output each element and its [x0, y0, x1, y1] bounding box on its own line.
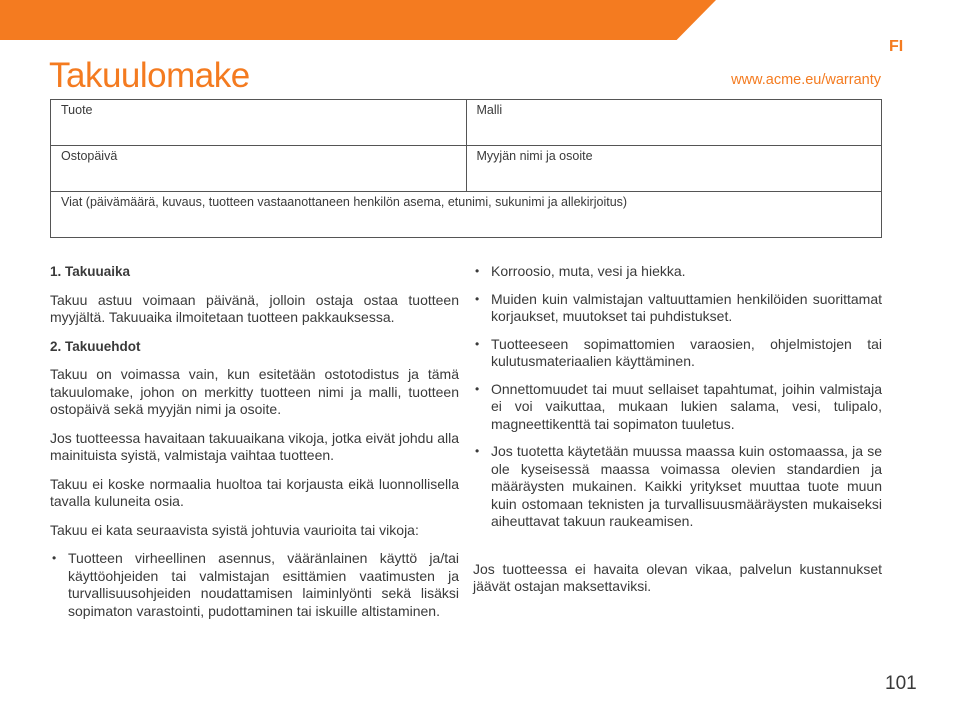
bullet-icon: • [52, 551, 57, 565]
bullet-icon: • [475, 381, 480, 396]
seller-field[interactable] [466, 146, 882, 192]
bullet-icon: • [475, 291, 480, 306]
right-column [473, 263, 882, 607]
list-item-text: Tuotteen virheellinen asennus, vääränlainen käyttö ja/tai käyttöohjeiden tai valmistajan esittämien vaatimusten ja turvallisuusohjeiden noudattamisen laiminlyönti sekä lisäksi sopimaton varastointi, pudottaminen tai iskuille altistaminen. [68, 550, 459, 619]
product-label: Tuote [61, 103, 93, 117]
product-field[interactable] [51, 100, 467, 146]
page-number: 101 [885, 673, 917, 694]
list-item [473, 263, 882, 281]
list-item-text: Jos tuotetta käytetään muussa maassa kuin ostomaassa, ja se ole kyseisessä maassa voimassa olevien standardien ja määräysten mukainen. Kaikki yritykset muuttaa tuote muun kuin ostomaan teknisten ja turvallisuusmääräysten mukaiseksi aiheuttavat takuun raukeamisen. [491, 443, 882, 529]
section1-paragraph: Takuu astuu voimaan päivänä, jolloin ostaja ostaa tuotteen myyjältä. Takuuaika ilmoitetaan tuotteen pakkauksessa. [50, 291, 459, 325]
list-item [473, 336, 882, 371]
section2-heading: 2. Takuuehdot [50, 338, 141, 354]
section1-heading: 1. Takuuaika [50, 264, 131, 279]
bullet-icon: • [475, 444, 480, 458]
purchase-date-label: Ostopäivä [61, 149, 118, 163]
purchase-date-field[interactable] [51, 146, 467, 192]
list-item [473, 381, 882, 434]
warranty-form-table [50, 99, 882, 238]
model-field[interactable] [466, 100, 882, 146]
exclusions-list-left [50, 550, 459, 620]
list-item [473, 291, 882, 326]
list-item [50, 550, 459, 620]
model-label: Malli [476, 103, 503, 117]
list-item-text: Tuotteeseen sopimattomien varaosien, ohjelmistojen tai kulutusmateriaalien käyttäminen. [491, 335, 882, 369]
bullet-icon: • [475, 264, 480, 278]
language-code: FI [889, 38, 904, 55]
header-accent-band [0, 0, 716, 40]
seller-label: Myyjän nimi ja osoite [476, 149, 593, 163]
list-item-text: Onnettomuudet tai muut sellaiset tapahtumat, joihin valmistaja ei voi vaikuttaa, mukaan lukien salama, vesi, tulipalo, magneettikenttä tai sopimaton tuuletus. [491, 380, 882, 432]
list-item-text: Muiden kuin valmistajan valtuuttamien henkilöiden suorittamat korjaukset, muutokset tai puhdistukset. [491, 290, 882, 324]
warranty-url[interactable]: www.acme.eu/warranty [731, 72, 881, 88]
exclusions-list-right [473, 263, 882, 531]
bullet-icon: • [475, 336, 480, 351]
list-item-text: Korroosio, muta, vesi ja hiekka. [491, 263, 686, 279]
section2-paragraph-3: Takuu ei koske normaalia huoltoa tai korjausta eikä luonnollisella tavalla kuluneita osia. [50, 475, 459, 509]
defects-label: Viat (päivämäärä, kuvaus, tuotteen vastaanottaneen henkilön asema, etunimi, sukunimi ja allekirjoitus) [61, 195, 628, 209]
list-item [473, 443, 882, 531]
closing-paragraph: Jos tuotteessa ei havaita olevan vikaa, palvelun kustannukset jäävät ostajan maksettaviksi. [473, 560, 882, 594]
section2-paragraph-2: Jos tuotteessa havaitaan takuuaikana vikoja, jotka eivät johdu alla mainituista syistä, valmistaja vaihtaa tuotteen. [50, 429, 459, 463]
page-title: Takuulomake [49, 56, 250, 95]
section2-paragraph-1: Takuu on voimassa vain, kun esitetään ostotodistus ja tämä takuulomake, johon on merkitty tuotteen nimi ja malli, tuotteen ostopäivä sekä myyjän nimi ja osoite. [50, 366, 459, 417]
section2-paragraph-4: Takuu ei kata seuraavista syistä johtuvia vaurioita tai vikoja: [50, 521, 419, 538]
defects-field[interactable] [51, 192, 882, 238]
left-column [50, 263, 459, 630]
